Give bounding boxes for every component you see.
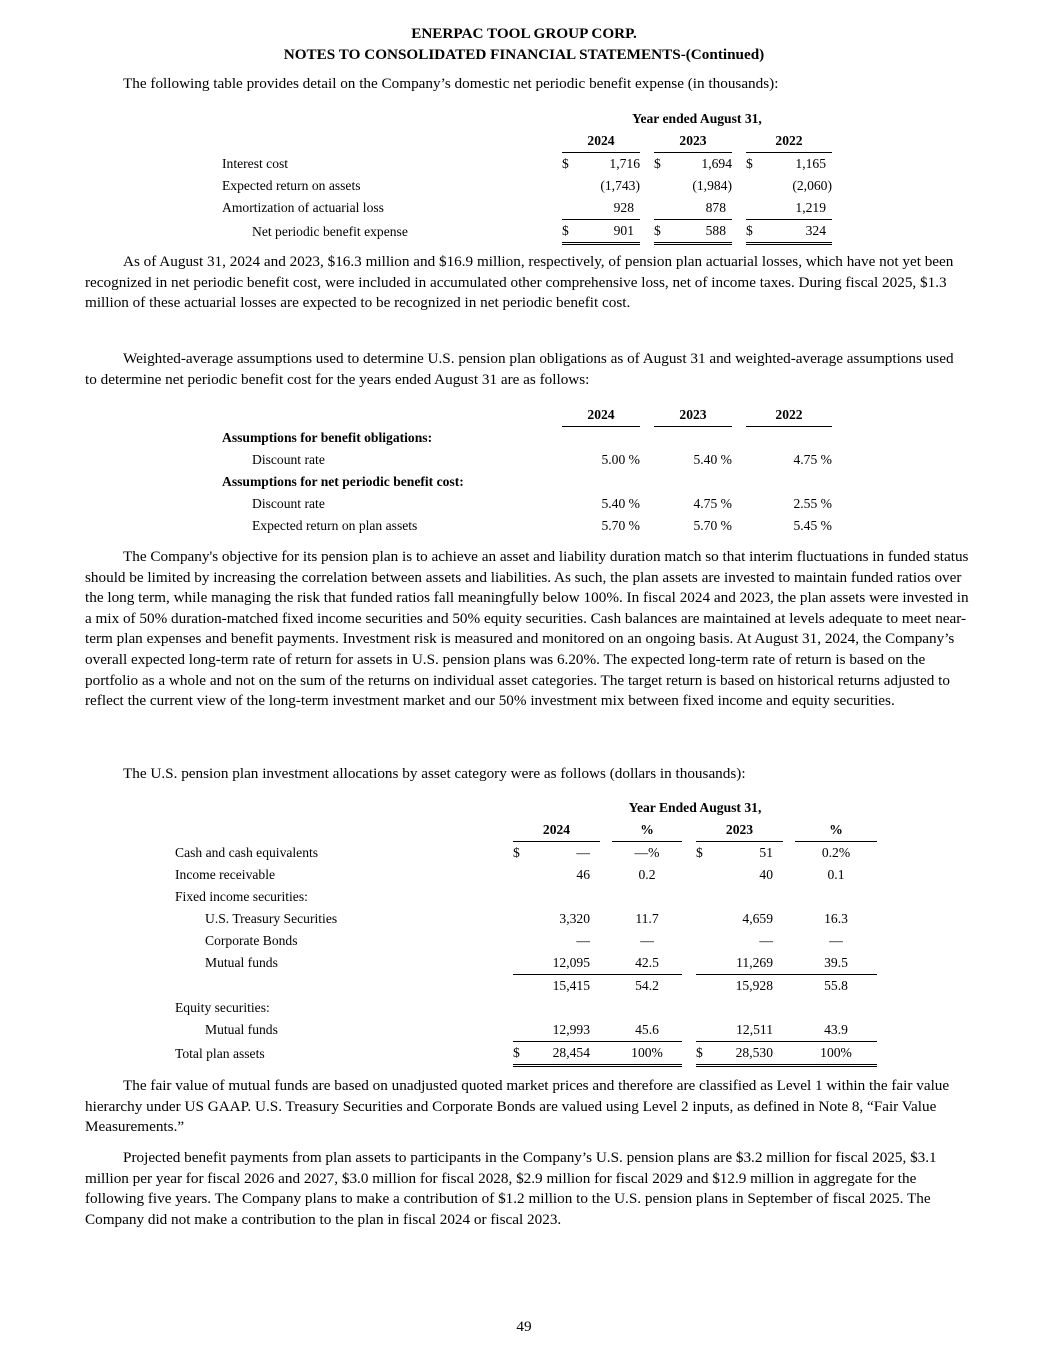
column-header: %: [795, 819, 877, 842]
row-label: Cash and cash equivalents: [175, 844, 319, 860]
cell-value: 928: [574, 197, 640, 220]
row-label: Total plan assets: [175, 1045, 265, 1061]
dollar-sign: $: [513, 845, 520, 860]
group-title: Fixed income securities:: [175, 889, 308, 904]
cell-value: 5.40 %: [693, 452, 732, 467]
cell-value: 54.2: [635, 978, 659, 993]
intro-paragraph: The following table provides detail on the Company’s domestic net periodic benefit expense (in thousands):: [123, 75, 779, 92]
allocations-paragraph: The U.S. pension plan investment allocations by asset category were as follows (dollars in thousands):: [123, 765, 746, 782]
cell-value: 12,511: [708, 1019, 783, 1042]
column-header: 2024: [513, 819, 600, 842]
cell-value: 39.5: [795, 952, 877, 975]
year-ended-header: Year ended August 31,: [632, 111, 762, 126]
actuarial-paragraph: As of August 31, 2024 and 2023, $16.3 million and $16.9 million, respectively, of pension plan actuarial losses, which have not yet been recognized in net periodic benefit cost, were included in accumulated other comprehensive loss, net of income taxes. During fiscal 2025, $1.3 million of these actuarial losses are expected to be recognized in net periodic benefit cost.: [85, 253, 954, 312]
row-label: Net periodic benefit expense: [252, 223, 408, 239]
cell-value: 15,415: [552, 978, 590, 993]
cell-value: 588: [666, 220, 732, 244]
cell-value: 15,928: [735, 978, 773, 993]
table-group-row: [222, 427, 832, 450]
cell-value: (2,060): [792, 178, 832, 193]
table-row: [175, 952, 877, 975]
table-row: [175, 908, 877, 930]
projected-payments-paragraph: Projected benefit payments from plan assets to participants in the Company’s U.S. pension plans are $3.2 million for fiscal 2025, $3.1 million per year for fiscal 2026 and 2027, $3.0 million for fiscal 2028, $2.9 million for fiscal 2029 and $12.9 million in aggregate for the following five years. The Company plans to make a contribution of $1.2 million to the U.S. pension plans in September of fiscal 2025. The Company did not make a contribution to the plan in fiscal 2024 or fiscal 2023.: [85, 1149, 937, 1228]
cell-value: —: [576, 845, 590, 860]
company-name: ENERPAC TOOL GROUP CORP.: [411, 25, 637, 42]
dollar-sign: $: [696, 845, 703, 860]
cell-value: 55.8: [824, 978, 848, 993]
row-label: Income receivable: [175, 867, 276, 882]
row-label: Mutual funds: [205, 1022, 278, 1038]
cell-value: 0.2: [638, 867, 656, 882]
year-header: 2023: [654, 404, 732, 427]
column-header: 2023: [696, 819, 783, 842]
dollar-sign: $: [654, 156, 661, 171]
group-title: Assumptions for net periodic benefit cost:: [222, 474, 464, 489]
cell-value: 1,165: [795, 156, 826, 171]
table-span-header-row: [222, 108, 832, 130]
row-label: Expected return on plan assets: [252, 518, 418, 533]
table-group-row: [175, 886, 877, 908]
cell-value: 12,095: [525, 952, 600, 975]
cell-value: 4.75 %: [793, 452, 832, 467]
table-subtotal-row: [175, 975, 877, 998]
year-header: 2022: [746, 130, 832, 153]
cell-value: 901: [574, 220, 640, 244]
cell-value: 11,269: [708, 952, 783, 975]
dollar-sign: $: [562, 156, 569, 171]
table-year-header-row: [222, 404, 832, 427]
assumptions-paragraph: Weighted-average assumptions used to determine U.S. pension plan obligations as of August 31 and weighted-average assumptions used to determine net periodic benefit cost for the years ended August 31 are as follows:: [85, 350, 954, 388]
row-label: [175, 975, 513, 998]
cell-value: 28,530: [708, 1042, 783, 1066]
cell-value: 1,694: [701, 156, 732, 171]
cell-value: 0.2%: [821, 845, 851, 860]
allocations-table: [175, 797, 877, 1067]
cell-value: 2.55 %: [793, 496, 832, 511]
row-label: Discount rate: [252, 452, 325, 467]
dollar-sign: $: [654, 220, 666, 244]
cell-value: 45.6: [612, 1019, 682, 1042]
table-row: [222, 449, 832, 471]
cell-value: 1,219: [758, 197, 832, 220]
benefit-expense-table: [222, 108, 832, 245]
cell-value: 5.00 %: [601, 452, 640, 467]
cell-value: 40: [759, 867, 773, 882]
row-label: Corporate Bonds: [205, 933, 298, 948]
cell-value: (1,984): [692, 178, 732, 193]
table-row: [222, 175, 832, 197]
cell-value: 5.45 %: [793, 518, 832, 533]
cell-value: 4.75 %: [693, 496, 732, 511]
cell-value: —%: [634, 845, 660, 860]
fair-value-paragraph: The fair value of mutual funds are based on unadjusted quoted market prices and therefore are classified as Level 1 within the fair value hierarchy under US GAAP. U.S. Treasury Securities and Corporate Bonds are valued using Level 2 inputs, as defined in Note 8, “Fair Value Measurements.”: [85, 1077, 950, 1136]
cell-value: 0.1: [827, 867, 845, 882]
dollar-sign: $: [696, 1042, 708, 1066]
row-label: Expected return on assets: [222, 178, 361, 193]
table-row: [175, 1019, 877, 1042]
cell-value: 100%: [612, 1042, 682, 1066]
cell-value: 5.70 %: [601, 518, 640, 533]
page-subtitle: NOTES TO CONSOLIDATED FINANCIAL STATEMENTS-(Continued): [283, 46, 765, 63]
cell-value: 4,659: [742, 911, 773, 926]
group-title: Equity securities:: [175, 1000, 270, 1015]
row-label: U.S. Treasury Securities: [205, 911, 338, 926]
year-header: 2023: [654, 130, 732, 153]
year-header: 2024: [562, 404, 640, 427]
year-header: 2024: [562, 130, 640, 153]
cell-value: 42.5: [612, 952, 682, 975]
table-group-row: [175, 997, 877, 1019]
table-row: [222, 515, 832, 537]
cell-value: —: [640, 933, 654, 948]
table-row: [222, 197, 832, 220]
cell-value: 5.40 %: [601, 496, 640, 511]
table-row: [222, 153, 832, 176]
table-column-header-row: [175, 819, 877, 842]
table-total-row: [175, 1042, 877, 1066]
cell-value: 5.70 %: [693, 518, 732, 533]
table-total-row: [222, 220, 832, 244]
table-group-row: [222, 471, 832, 493]
cell-value: 1,716: [609, 156, 640, 171]
cell-value: 100%: [795, 1042, 877, 1066]
dollar-sign: $: [562, 220, 574, 244]
dollar-sign: $: [513, 1042, 525, 1066]
assumptions-table: [222, 404, 832, 537]
cell-value: —: [759, 933, 773, 948]
dollar-sign: $: [746, 156, 753, 171]
page-number: 49: [516, 1318, 532, 1335]
cell-value: —: [829, 933, 843, 948]
table-row: [222, 493, 832, 515]
objective-paragraph: The Company's objective for its pension plan is to achieve an asset and liability duration match so that interim fluctuations in funded status should be limited by increasing the correlation between assets and liabilities. As such, the plan assets are invested to maintain funded ratios over the long term, while managing the risk that funded ratios fall meaningfully below 100%. In fiscal 2024 and 2023, the plan assets were invested in a mix of 50% duration-matched fixed income securities and 50% equity securities. Cash balances are maintained at levels adequate to meet near-term plan expenses and benefit payments. Investment risk is measured and monitored on an ongoing basis. At August 31, 2024, the Company’s overall expected long-term rate of return for assets in U.S. pension plans was 6.20%. The expected long-term rate of return is based on the portfolio as a whole and not on the sum of the returns on individual asset categories. The target return is based on historical returns adjusted to reflect the current view of the long-term investment market and our 50% investment mix between fixed income and equity securities.: [85, 548, 969, 710]
table-row: [175, 842, 877, 865]
year-header: 2022: [746, 404, 832, 427]
cell-value: 3,320: [559, 911, 590, 926]
cell-value: —: [576, 933, 590, 948]
group-title: Assumptions for benefit obligations:: [222, 430, 433, 445]
cell-value: 46: [576, 867, 590, 882]
cell-value: 324: [758, 220, 832, 244]
year-ended-header: Year Ended August 31,: [628, 800, 762, 815]
cell-value: 11.7: [635, 911, 659, 926]
cell-value: 43.9: [795, 1019, 877, 1042]
row-label: Amortization of actuarial loss: [222, 200, 384, 216]
cell-value: 16.3: [824, 911, 848, 926]
table-year-header-row: [222, 130, 832, 153]
cell-value: 12,993: [525, 1019, 600, 1042]
row-label: Mutual funds: [205, 955, 278, 971]
column-header: %: [612, 819, 682, 842]
table-row: [175, 930, 877, 952]
cell-value: 51: [759, 845, 773, 860]
row-label: Discount rate: [252, 496, 325, 511]
table-span-header-row: [175, 797, 877, 819]
dollar-sign: $: [746, 220, 758, 244]
cell-value: 878: [666, 197, 732, 220]
row-label: Interest cost: [222, 155, 289, 171]
cell-value: 28,454: [525, 1042, 600, 1066]
cell-value: (1,743): [600, 178, 640, 193]
table-row: [175, 864, 877, 886]
